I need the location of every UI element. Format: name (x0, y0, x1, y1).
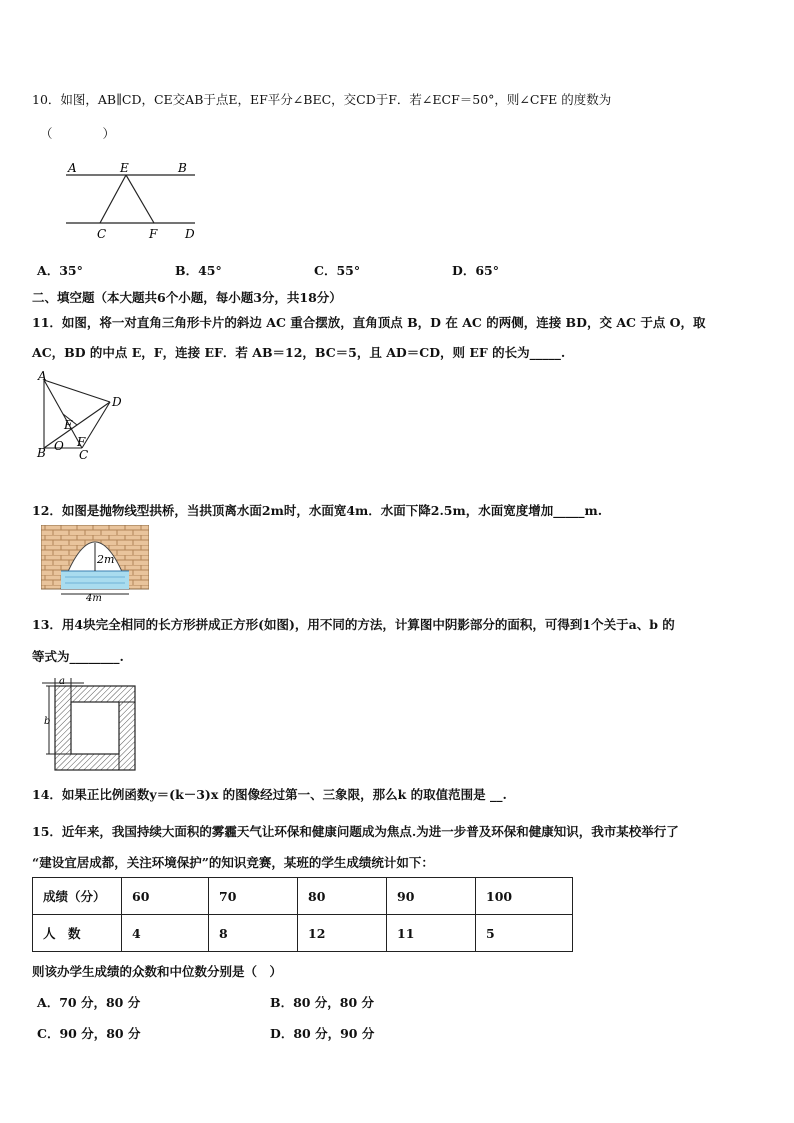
q10-option-a: A．35° (37, 263, 83, 278)
q11-stem-line2: AC，BD 的中点 E，F，连接 EF．若 AB＝12，BC＝5，且 AD＝CD，则 EF 的长为_____. (32, 345, 566, 360)
q11-label-f: F (77, 435, 86, 449)
table-cell: 12 (298, 915, 387, 952)
q12-figure (41, 525, 149, 603)
q10-option-c: C．55° (314, 263, 361, 278)
q15-question: 则该办学生成绩的众数和中位数分别是（ ） (32, 964, 283, 979)
q14-stem: 14．如果正比例函数y＝(k－3)x 的图像经过第一、三象限，那么k 的取值范围是 __. (32, 787, 507, 802)
table-cell: 人 数 (33, 915, 122, 952)
q10-figure (60, 158, 210, 244)
q10-stem-line1: 10．如图，AB∥CD，CE交AB于点E，EF平分∠BEC，交CD于F．若∠ECF＝50°，则∠CFE 的度数为 (32, 92, 612, 107)
q10-label-d: D (185, 227, 195, 241)
table-cell: 成绩（分） (33, 878, 122, 915)
q13-label-a: a (59, 676, 65, 687)
q11-label-e: E (64, 418, 73, 432)
q11-label-a: A (38, 369, 47, 383)
table-row (33, 878, 573, 915)
q11-label-c: C (79, 448, 89, 460)
q12-width-label: 4m (86, 593, 102, 603)
q15-option-c: C．90 分，80 分 (37, 1026, 141, 1041)
q11-label-o: O (54, 439, 64, 453)
q10-label-e: E (120, 161, 129, 175)
table-cell: 8 (209, 915, 298, 952)
q10-label-c: C (97, 227, 107, 241)
q11-label-d: D (112, 395, 122, 409)
q13-stem-line2: 等式为________. (32, 649, 124, 664)
table-cell: 70 (209, 878, 298, 915)
score-table (32, 877, 573, 952)
table-cell: 100 (476, 878, 573, 915)
q11-stem-line1: 11．如图，将一对直角三角形卡片的斜边 AC 重合摆放，直角顶点 B，D 在 AC 的两侧，连接 BD，交 AC 于点 O，取 (32, 315, 706, 330)
q11-label-b: B (37, 446, 46, 460)
section-heading: 二、填空题（本大题共6个小题，每小题3分，共18分） (32, 290, 342, 305)
table-cell: 90 (387, 878, 476, 915)
q11-figure (34, 368, 124, 460)
q15-option-a: A．70 分，80 分 (37, 995, 141, 1010)
q13-figure (38, 674, 138, 774)
table-cell: 60 (122, 878, 209, 915)
table-cell: 4 (122, 915, 209, 952)
q10-option-b: B．45° (175, 263, 222, 278)
q10-label-a: A (68, 161, 77, 175)
q10-label-f: F (149, 227, 158, 241)
q10-label-b: B (178, 161, 187, 175)
q15-stem-line1: 15．近年来，我国持续大面积的雾霾天气让环保和健康问题成为焦点.为进一步普及环保和健康知识，我市某校举行了 (32, 824, 679, 839)
q13-stem-line1: 13．用4块完全相同的长方形拼成正方形(如图)，用不同的方法，计算图中阴影部分的面积，可得到1个关于a、b 的 (32, 617, 675, 632)
q10-stem-line2: （ ） (40, 126, 116, 141)
q12-height-label: 2m (97, 553, 115, 566)
q15-option-b: B．80 分，80 分 (270, 995, 375, 1010)
table-cell: 5 (476, 915, 573, 952)
table-cell: 11 (387, 915, 476, 952)
q12-stem-line1: 12．如图是抛物线型拱桥，当拱顶离水面2m时，水面宽4m．水面下降2.5m，水面宽度增加_____m. (32, 503, 603, 518)
table-cell: 80 (298, 878, 387, 915)
q10-option-d: D．65° (452, 263, 499, 278)
q13-label-b: b (44, 716, 51, 727)
q15-stem-line2: “建设宜居成都，关注环境保护”的知识竞赛，某班的学生成绩统计如下： (32, 855, 434, 870)
table-row (33, 915, 573, 952)
q15-option-d: D．80 分，90 分 (270, 1026, 375, 1041)
